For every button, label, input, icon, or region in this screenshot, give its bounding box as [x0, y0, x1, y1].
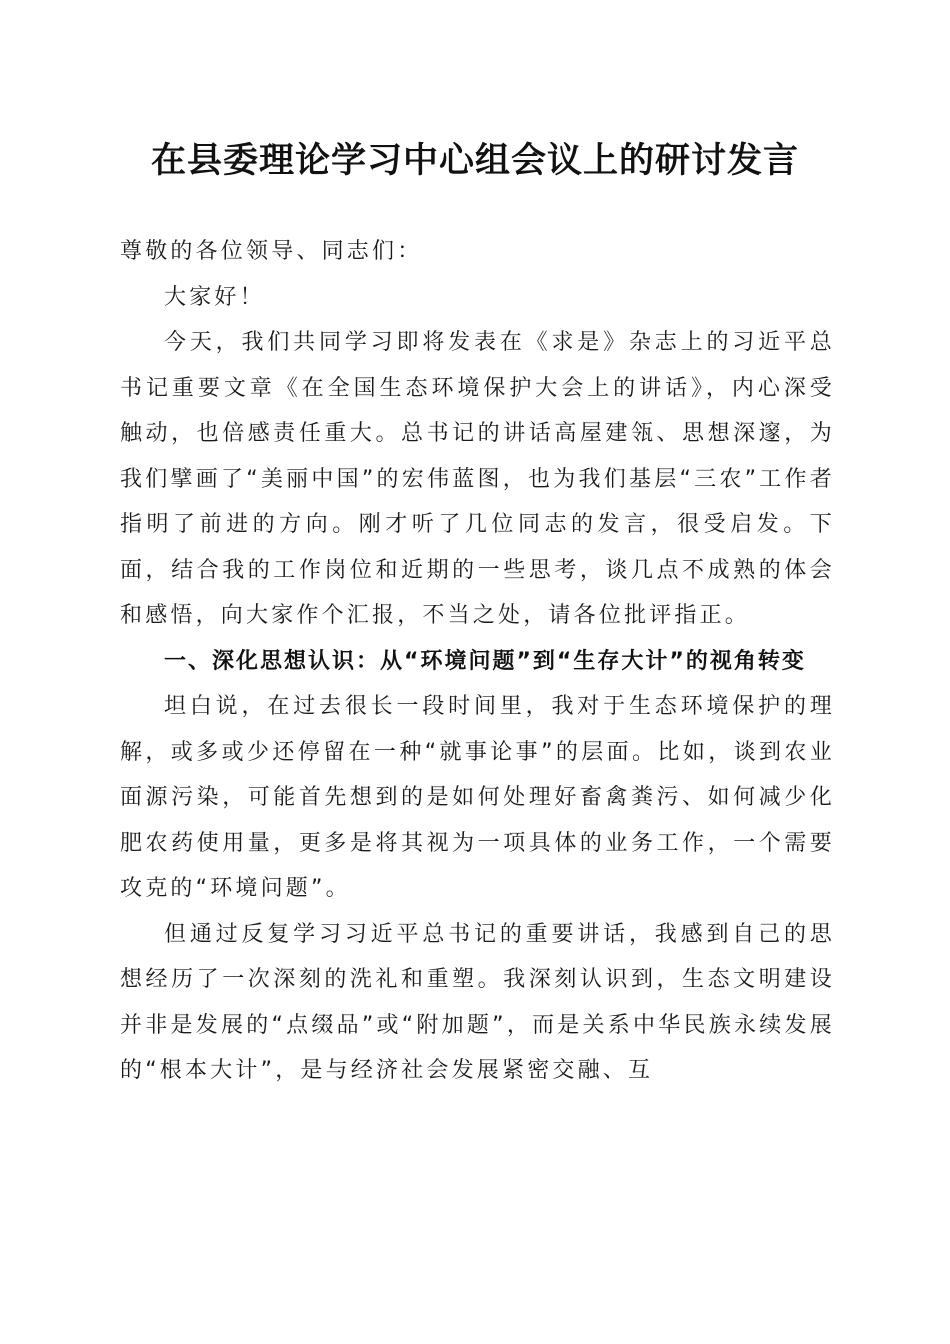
section1-paragraph-2: 但通过反复学习习近平总书记的重要讲话，我感到自己的思想经历了一次深刻的洗礼和重塑。我深刻认识到，生态文明建设并非是发展的“点缀品”或“附加题”，而是关系中华民族永续发展的“根本大计”，是与经济社会发展紧密交融、互: [120, 921, 835, 1083]
section-heading-1: 一、深化思想认识：从“环境问题”到“生存大计”的视角转变: [164, 648, 806, 674]
document-body: [120, 229, 835, 1094]
salutation: 尊敬的各位领导、同志们：: [120, 239, 423, 264]
greeting: 大家好！: [164, 284, 265, 310]
section1-paragraph-1: 坦白说，在过去很长一段时间里，我对于生态环境保护的理解，或多或少还停留在一种“就事论事”的层面。比如，谈到农业面源污染，可能首先想到的是如何处理好畜禽粪污、如何减少化肥农药使用量，更多是将其视为一项具体的业务工作，一个需要攻克的“环境问题”。: [120, 694, 835, 901]
intro-paragraph: 今天，我们共同学习即将发表在《求是》杂志上的习近平总书记重要文章《在全国生态环境保护大会上的讲话》，内心深受触动，也倍感责任重大。总书记的讲话高屋建瓴、思想深邃，为我们擘画了“美丽中国”的宏伟蓝图，也为我们基层“三农”工作者指明了前进的方向。刚才听了几位同志的发言，很受启发。下面，结合我的工作岗位和近期的一些思考，谈几点不成熟的体会和感悟，向大家作个汇报，不当之处，请各位批评指正。: [120, 330, 835, 628]
document-title: 在县委理论学习中心组会议上的研讨发言: [150, 140, 799, 181]
